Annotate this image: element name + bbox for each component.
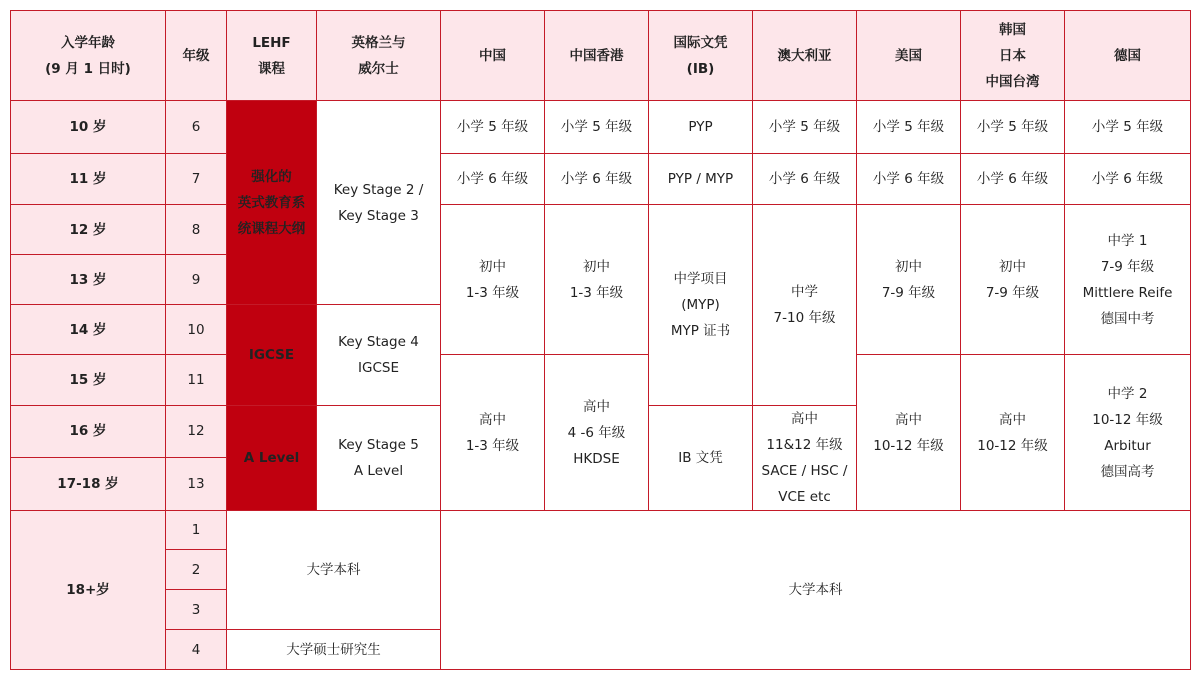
lehf-a-level: A Level xyxy=(227,406,317,511)
lehf-enhanced-curriculum: 强化的 英式教育系 统课程大纲 xyxy=(227,101,317,305)
australia-secondary: 中学 7-10 年级 xyxy=(753,205,857,406)
china-junior-high: 初中 1-3 年级 xyxy=(441,205,545,355)
header-hongkong: 中国香港 xyxy=(545,11,649,101)
germany-primary-5: 小学 5 年级 xyxy=(1065,101,1191,154)
grade-cell: 10 xyxy=(166,305,227,355)
table-row xyxy=(11,511,1191,550)
germany-primary-6: 小学 6 年级 xyxy=(1065,154,1191,205)
education-comparison-table xyxy=(10,10,1191,670)
age-cell: 11 岁 xyxy=(11,154,166,205)
kjt-junior-high: 初中 7-9 年级 xyxy=(961,205,1065,355)
usa-primary-6: 小学 6 年级 xyxy=(857,154,961,205)
grade-cell: 11 xyxy=(166,355,227,406)
age-cell: 16 岁 xyxy=(11,406,166,458)
age-cell: 10 岁 xyxy=(11,101,166,154)
grade-cell: 12 xyxy=(166,406,227,458)
ib-myp: 中学项目 (MYP) MYP 证书 xyxy=(649,205,753,406)
age-cell: 17-18 岁 xyxy=(11,457,166,510)
china-senior-high: 高中 1-3 年级 xyxy=(441,355,545,511)
header-entry-age: 入学年龄 (9 月 1 日时) xyxy=(11,11,166,101)
grade-cell: 4 xyxy=(166,630,227,670)
header-korea-japan-taiwan: 韩国 日本 中国台湾 xyxy=(961,11,1065,101)
grade-cell: 2 xyxy=(166,550,227,590)
grade-cell: 7 xyxy=(166,154,227,205)
grade-cell: 6 xyxy=(166,101,227,154)
hongkong-junior-high: 初中 1-3 年级 xyxy=(545,205,649,355)
ib-diploma: IB 文凭 xyxy=(649,406,753,511)
header-usa: 美国 xyxy=(857,11,961,101)
australia-primary-5: 小学 5 年级 xyxy=(753,101,857,154)
hongkong-primary-6: 小学 6 年级 xyxy=(545,154,649,205)
hongkong-primary-5: 小学 5 年级 xyxy=(545,101,649,154)
header-australia: 澳大利亚 xyxy=(753,11,857,101)
uk-key-stage-5: Key Stage 5 A Level xyxy=(317,406,441,511)
grade-cell: 8 xyxy=(166,205,227,255)
kjt-primary-6: 小学 6 年级 xyxy=(961,154,1065,205)
lehf-igcse: IGCSE xyxy=(227,305,317,406)
kjt-primary-5: 小学 5 年级 xyxy=(961,101,1065,154)
age-cell: 18+岁 xyxy=(11,511,166,670)
table-row xyxy=(11,154,1191,205)
germany-secondary-1: 中学 1 7-9 年级 Mittlere Reife 德国中考 xyxy=(1065,205,1191,355)
china-primary-6: 小学 6 年级 xyxy=(441,154,545,205)
uk-key-stage-2-3: Key Stage 2 / Key Stage 3 xyxy=(317,101,441,305)
lehf-uk-undergraduate: 大学本科 xyxy=(227,511,441,630)
header-lehf: LEHF 课程 xyxy=(227,11,317,101)
lehf-uk-postgraduate: 大学硕士研究生 xyxy=(227,630,441,670)
ib-pyp: PYP xyxy=(649,101,753,154)
hongkong-senior-high: 高中 4 -6 年级 HKDSE xyxy=(545,355,649,511)
usa-senior-high: 高中 10-12 年级 xyxy=(857,355,961,511)
age-cell: 13 岁 xyxy=(11,255,166,305)
table-row xyxy=(11,205,1191,255)
ib-pyp-myp: PYP / MYP xyxy=(649,154,753,205)
header-ib: 国际文凭 (IB) xyxy=(649,11,753,101)
table-row xyxy=(11,101,1191,154)
age-cell: 12 岁 xyxy=(11,205,166,255)
kjt-senior-high: 高中 10-12 年级 xyxy=(961,355,1065,511)
china-primary-5: 小学 5 年级 xyxy=(441,101,545,154)
grade-cell: 13 xyxy=(166,457,227,510)
uk-key-stage-4: Key Stage 4 IGCSE xyxy=(317,305,441,406)
header-grade: 年级 xyxy=(166,11,227,101)
grade-cell: 9 xyxy=(166,255,227,305)
germany-secondary-2: 中学 2 10-12 年级 Arbitur 德国高考 xyxy=(1065,355,1191,511)
grade-cell: 3 xyxy=(166,590,227,630)
age-cell: 14 岁 xyxy=(11,305,166,355)
usa-primary-5: 小学 5 年级 xyxy=(857,101,961,154)
header-germany: 德国 xyxy=(1065,11,1191,101)
others-undergraduate: 大学本科 xyxy=(441,511,1191,670)
header-england-wales: 英格兰与 威尔士 xyxy=(317,11,441,101)
australia-senior-high: 高中 11&12 年级 SACE / HSC / VCE etc xyxy=(753,406,857,511)
table-row xyxy=(11,355,1191,406)
age-cell: 15 岁 xyxy=(11,355,166,406)
grade-cell: 1 xyxy=(166,511,227,550)
header-row xyxy=(11,11,1191,101)
australia-primary-6: 小学 6 年级 xyxy=(753,154,857,205)
usa-junior-high: 初中 7-9 年级 xyxy=(857,205,961,355)
header-china: 中国 xyxy=(441,11,545,101)
